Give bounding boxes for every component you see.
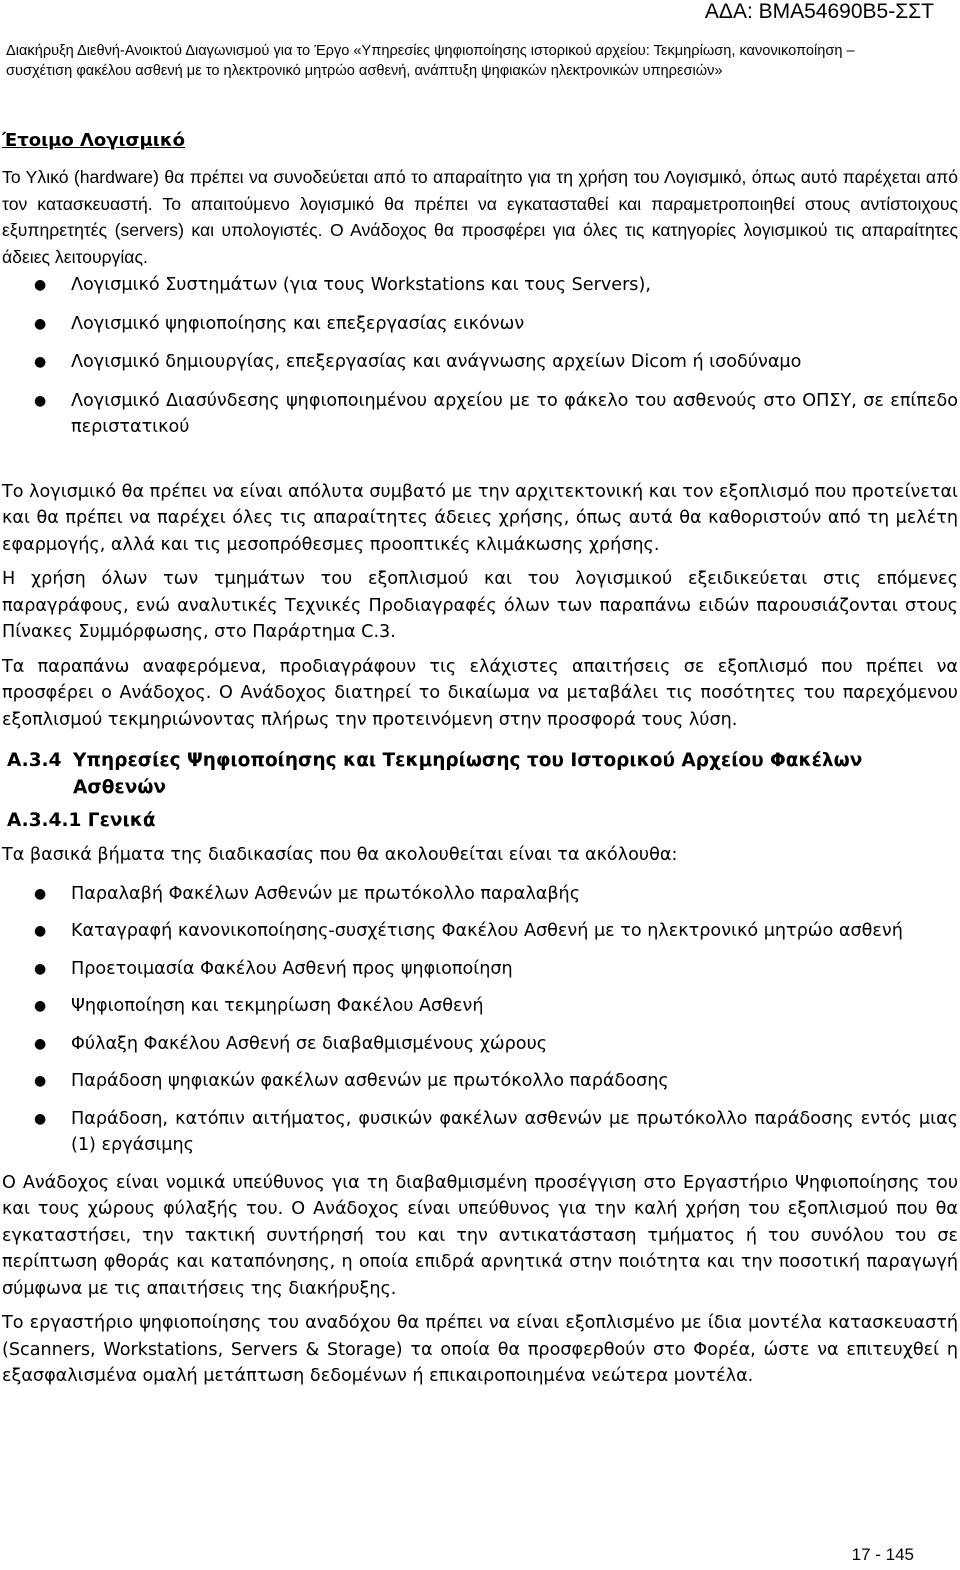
list-item: ● Ψηφιοποίηση και τεκμηρίωση Φακέλου Ασθενή: [2, 993, 958, 1020]
bullet-icon: ●: [34, 277, 47, 293]
bullet-icon: ●: [34, 392, 47, 409]
bullet-icon: ●: [34, 1073, 47, 1089]
header-line-2: συσχέτιση φακέλου ασθενή με το ηλεκτρονικό μητρώο ασθενή, ανάπτυξη ψηφιακών ηλεκτρονικών υπηρεσιών»: [6, 63, 723, 79]
section-heading-text: Υπηρεσίες Ψηφιοποίησης και Τεκμηρίωσης του Ιστορικού Αρχείου Φακέλων Ασθενών: [73, 750, 863, 798]
list-item: ● Καταγραφή κανονικοποίησης-συσχέτισης Φακέλου Ασθενή με το ηλεκτρονικό μητρώο ασθενή: [2, 918, 958, 945]
subsection-heading: A.3.4.1 Γενικά: [7, 810, 156, 831]
list-item: ● Φύλαξη Φακέλου Ασθενή σε διαβαθμισμένους χώρους: [2, 1031, 958, 1058]
document-header: [6, 41, 936, 81]
steps-intro: Τα βασικά βήματα της διαδικασίας που θα ακολουθείται είναι τα ακόλουθα:: [2, 845, 678, 865]
paragraph: Η χρήση όλων των τμημάτων του εξοπλισμού και του λογισμικού εξειδικεύεται στις επόμενες παραγράφους, ενώ αναλυτικές Τεχνικές Προδιαγραφές όλων των παραπάνω ειδών παρουσιάζονται στους Πίνακες Συμμόρφωσης, στο Παράρτημα C.3.: [2, 569, 958, 642]
section-heading-a34: [7, 747, 958, 801]
software-list: [2, 272, 958, 441]
bullet-icon: ●: [34, 354, 47, 370]
list-item: ● Προετοιμασία Φακέλου Ασθενή προς ψηφιοποίηση: [2, 956, 958, 983]
list-item: ● Λογισμικό Συστημάτων (για τους Workstations και τους Servers),: [2, 272, 958, 299]
list-item: ● Παράδοση ψηφιακών φακέλων ασθενών με πρωτόκολλο παράδοσης: [2, 1068, 958, 1095]
header-line-1: Διακήρυξη Διεθνή-Ανοικτού Διαγωνισμού για το Έργο «Υπηρεσίες ψηφιοποίησης ιστορικού αρχείου: Τεκμηρίωση, κανονικοποίηση –: [6, 43, 855, 59]
page-number: 17 - 145: [851, 1545, 914, 1564]
section-number: A.3.4: [7, 750, 62, 771]
list-item: ● Λογισμικό δημιουργίας, επεξεργασίας και ανάγνωσης αρχείων Dicom ή ισοδύναμο: [2, 349, 958, 376]
ada-code: ΑΔΑ: ΒΜΑ54690Β5-ΣΣΤ: [704, 0, 934, 23]
list-item: ● Λογισμικό ψηφιοποίησης και επεξεργασίας εικόνων: [2, 311, 958, 338]
list-item: ● Λογισμικό Διασύνδεσης ψηφιοποιημένου αρχείου με το φάκελο του ασθενούς στο ΟΠΣΥ, σε επίπεδο περιστατικού: [2, 388, 958, 441]
section-title: Έτοιμο Λογισμικό: [2, 130, 185, 151]
bullet-icon: ●: [34, 1035, 47, 1052]
list-item: ● Παραλαβή Φακέλων Ασθενών με πρωτόκολλο παραλαβής: [2, 881, 958, 908]
bullet-icon: ●: [34, 885, 47, 902]
page-content: [2, 128, 958, 1398]
steps-list: [2, 881, 958, 1159]
paragraph: Ο Ανάδοχος είναι νομικά υπεύθυνος για τη διαβαθμισμένη προσέγγιση στο Εργαστήριο Ψηφιοποίησης του και τους χώρους φύλαξής του. Ο Ανάδοχος είναι υπεύθυνος για την καλή χρήση του εξοπλισμού που θα εγκαταστήσει, την τακτική συντήρησή του και την αντικατάσταση τμήματος ή του συνόλου του σε περίπτωση φθοράς και καταπόνησης, η οποία επιδρά αρνητικά στην ποιότητα και την ποσοτική παραγωγή σύμφωνα με τις απαιτήσεις της διακήρυξης.: [2, 1172, 958, 1299]
bullet-icon: ●: [34, 1110, 47, 1127]
paragraph: Το εργαστήριο ψηφιοποίησης του αναδόχου θα πρέπει να είναι εξοπλισμένο με ίδια μοντέλα κατασκευαστή (Scanners, Workstations, Servers & Storage) τα οποία θα προσφερθούν στο Φορέα, ώστε να επιτευχθεί η εξασφαλισμένα ομαλή μετάπτωση δεδομένων ή επικαιροποιημένα νεώτερα μοντέλα.: [2, 1313, 958, 1386]
bullet-icon: ●: [34, 923, 47, 939]
list-item: ● Παράδοση, κατόπιν αιτήματος, φυσικών φακέλων ασθενών με πρωτόκολλο παράδοσης εντός μιας (1) εργάσιμης: [2, 1106, 958, 1159]
paragraph: Το λογισμικό θα πρέπει να είναι απόλυτα συμβατό με την αρχιτεκτονική και τον εξοπλισμό που προτείνεται και θα πρέπει να παρέχει όλες τις απαραίτητες άδειες χρήσης, όπως αυτά θα καθοριστούν από τη μελέτη εφαρμογής, αλλά και τις μεσοπρόθεσμες προοπτικές κλιμάκωσης χρήσης.: [2, 481, 958, 555]
paragraph: Τα παραπάνω αναφερόμενα, προδιαγράφουν τις ελάχιστες απαιτήσεις σε εξοπλισμό που πρέπει να προσφέρει ο Ανάδοχος. Ο Ανάδοχος διατηρεί το δικαίωμα να μεταβάλει τις ποσότητες του παρεχόμενου εξοπλισμού τεκμηριώνοντας πλήρως την προτεινόμενη στην προσφορά τους λύση.: [2, 656, 958, 730]
intro-paragraph: Το Υλικό (hardware) θα πρέπει να συνοδεύεται από το απαραίτητο για τη χρήση του Λογισμικό, όπως αυτό παρέχεται από τον κατασκευαστή. Το απαιτούμενο λογισμικό θα πρέπει να εγκατασταθεί και παραμετροποιηθεί στους αντίστοιχους εξυπηρετητές (servers) και υπολογιστές. Ο Ανάδοχος θα προσφέρει για όλες τις κατηγορίες λογισμικού τις απαραίτητες άδειες λειτουργίας.: [2, 167, 958, 267]
bullet-icon: ●: [34, 315, 47, 332]
bullet-icon: ●: [34, 960, 47, 977]
bullet-icon: ●: [34, 998, 47, 1014]
